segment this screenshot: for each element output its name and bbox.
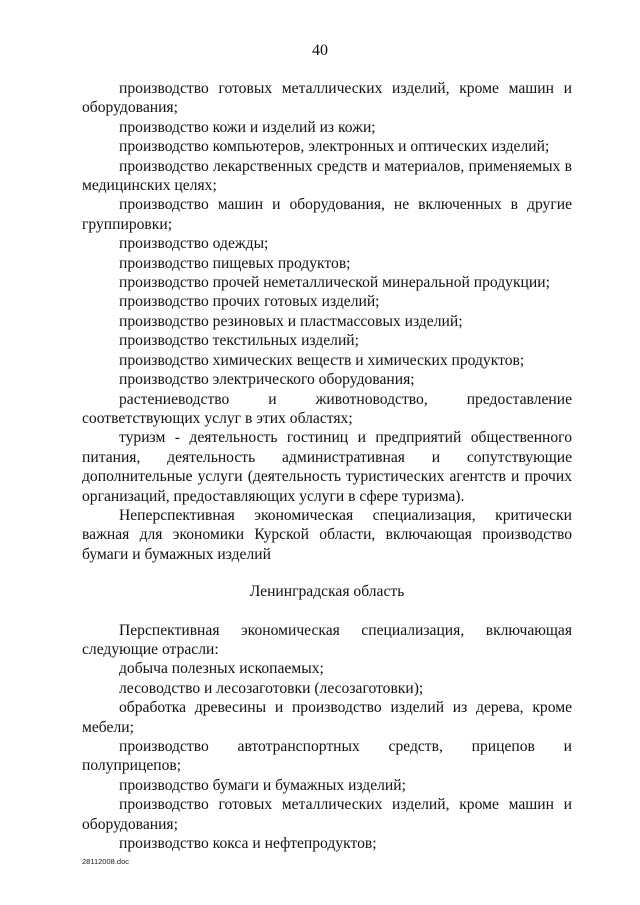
- list-item: производство кожи и изделий из кожи;: [119, 118, 376, 136]
- industry-list-top: [82, 79, 572, 506]
- list-item: лесоводство и лесозаготовки (лесозаготовки);: [119, 679, 424, 697]
- critical-specialization-paragraph: Неперспективная экономическая специализация, критически важная для экономики Курской области, включающая производство бумаги и бумажных изделий: [82, 506, 572, 563]
- list-item: производство электрического оборудования;: [119, 371, 415, 389]
- list-item: растениеводство и животноводство, предоставление соответствующих услуг в этих областях;: [82, 390, 572, 427]
- list-item: производство пищевых продуктов;: [119, 254, 351, 272]
- list-item: производство прочих готовых изделий;: [119, 293, 380, 311]
- list-item: производство готовых металлических изделий, кроме машин и оборудования;: [82, 80, 572, 117]
- list-item: производство лекарственных средств и материалов, применяемых в медицинских целях;: [82, 157, 572, 195]
- list-item: добыча полезных ископаемых;: [119, 660, 324, 678]
- list-item: производство бумаги и бумажных изделий;: [119, 776, 406, 794]
- list-item: производство компьютеров, электронных и оптических изделий;: [119, 138, 550, 156]
- intro-paragraph: Перспективная экономическая специализация, включающая следующие отрасли:: [82, 621, 572, 658]
- list-item: производство автотранспортных средств, прицепов и полуприцепов;: [82, 738, 572, 775]
- list-item: производство готовых металлических изделий, кроме машин и оборудования;: [82, 796, 572, 833]
- list-item: производство прочей неметаллической минеральной продукции;: [119, 274, 550, 292]
- page-number: 40: [312, 42, 328, 59]
- list-item: производство химических веществ и химических продуктов;: [119, 351, 525, 369]
- list-item: обработка древесины и производство изделий из дерева, кроме мебели;: [82, 699, 572, 736]
- region-heading: Ленинградская область: [249, 583, 405, 601]
- list-item: производство текстильных изделий;: [119, 332, 359, 350]
- list-item: производство резиновых и пластмассовых изделий;: [119, 312, 463, 330]
- list-item: производство машин и оборудования, не включенных в другие группировки;: [82, 196, 572, 233]
- industry-list-bottom: [82, 659, 572, 853]
- document-body: [82, 79, 572, 853]
- footer-filename: 28112008.doc: [82, 857, 129, 866]
- list-item: туризм - деятельность гостиниц и предприятий общественного питания, деятельность административная и сопутствующие дополнительные услуги (деятельность туристических агентств и прочих организаций, предоставляющих услуги в сфере туризма).: [82, 429, 572, 505]
- list-item: производство одежды;: [119, 235, 269, 253]
- list-item: производство кокса и нефтепродуктов;: [119, 835, 377, 853]
